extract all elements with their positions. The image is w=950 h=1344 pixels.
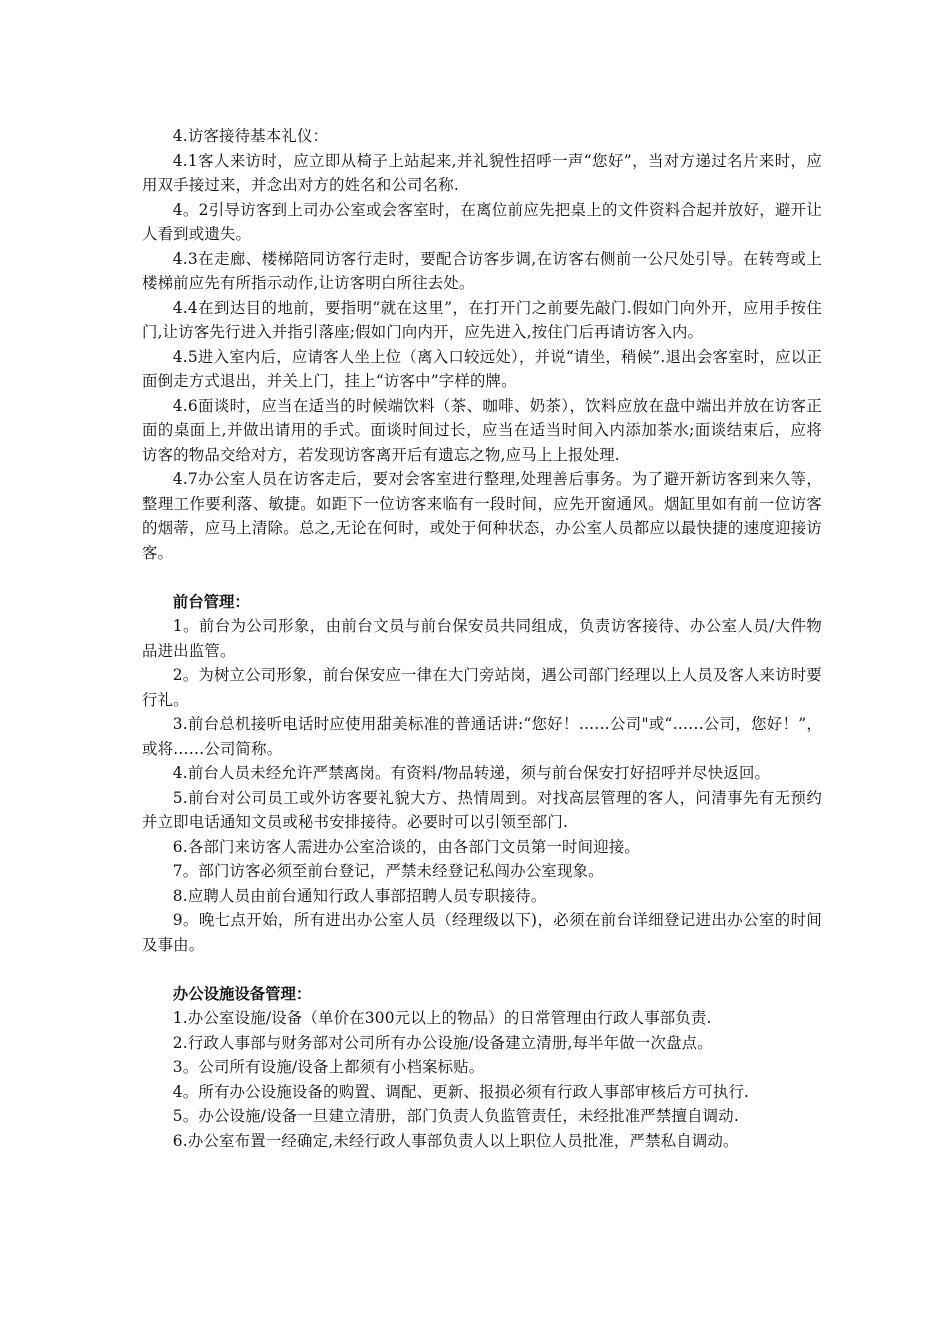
front-desk-item-4: 4.前台人员未经允许严禁离岗。有资料/物品转递，须与前台保安打好招呼并尽快返回。 [172, 764, 771, 782]
section-title-office-facilities: 办公设施设备管理： [172, 984, 312, 1003]
facilities-item-2: 2.行政人事部与财务部对公司所有办公设施/设备建立清册,每半年做一次盘点。 [172, 1033, 713, 1052]
front-desk-item-7: 7。部门访客必须至前台登记，严禁未经登记私闯办公室现象。 [172, 862, 604, 880]
section-spacer [142, 957, 822, 982]
section-spacer [142, 565, 822, 590]
front-desk-item-8: 8.应聘人员由前台通知行政人事部招聘人员专职接待。 [172, 886, 547, 905]
front-desk-item-3: 3.前台总机接听电话时应使用甜美标准的普通话讲:“您好！……公司"或“……公司，您好！”，或将……公司简称。 [142, 715, 822, 758]
etiquette-item-4-5: 4.5进入室内后，应请客人坐上位（离入口较远处），并说“请坐，稍候”.退出会客室时，应以正面倒走方式退出，并关上门，挂上“访客中”字样的牌。 [142, 347, 822, 390]
etiquette-item-4-2: 4。2引导访客到上司办公室或会客室时，在离位前应先把桌上的文件资料合起并放好，避开让人看到或遗失。 [142, 200, 822, 243]
front-desk-item-1: 1。前台为公司形象，由前台文员与前台保安员共同组成，负责访客接待、办公室人员/大件物品进出监管。 [142, 617, 822, 660]
etiquette-item-4-6: 4.6面谈时，应当在适当的时候端饮料（茶、咖啡、奶茶），饮料应放在盘中端出并放在访客正面的桌面上,并做出请用的手式。面谈时间过长，应当在适当时间入内添加茶水;面谈结束后，应将访客的物品交给对方，若发现访客离开后有遗忘之物,应马上上报处理. [142, 396, 822, 464]
facilities-item-5: 5。办公设施/设备一旦建立清册，部门负责人负监管责任，未经批准严禁擅自调动. [172, 1107, 739, 1125]
facilities-item-3: 3。公司所有设施/设备上都须有小档案标贴。 [172, 1058, 485, 1076]
front-desk-item-5: 5.前台对公司员工或外访客要礼貌大方、热情周到。对找高层管理的客人，问清事先有无预约并立即电话通知文员或秘书安排接待。必要时可以引领至部门. [142, 788, 822, 831]
document-page [142, 124, 822, 1153]
facilities-item-4: 4。所有办公设施设备的购置、调配、更新、报损必须有行政人事部审核后方可执行. [172, 1082, 750, 1101]
front-desk-item-6: 6.各部门来访客人需进办公室洽谈的，由各部门文员第一时间迎接。 [172, 837, 641, 856]
etiquette-item-4-3: 4.3在走廊、楼梯陪同访客行走时，要配合访客步调,在访客右侧前一公尺处引导。在转弯或上楼梯前应先有所指示动作,让访客明白所往去处。 [142, 249, 822, 292]
facilities-item-1: 1.办公室设施/设备（单价在300元以上的物品）的日常管理由行政人事部负责. [172, 1009, 712, 1027]
etiquette-item-4-7: 4.7办公室人员在访客走后，要对会客室进行整理,处理善后事务。为了避开新访客到来久等，整理工作要利落、敏捷。如距下一位访客来临有一段时间，应先开窗通风。烟缸里如有前一位访客的烟蒂，应马上清除。总之,无论在何时，或处于何种状态，办公室人员都应以最快捷的速度迎接访客。 [142, 470, 822, 562]
etiquette-item-4-1: 4.1客人来访时，应立即从椅子上站起来,并礼貌性招呼一声“您好”，当对方递过名片来时，应用双手接过来，并念出对方的姓名和公司名称. [142, 151, 822, 194]
facilities-item-6: 6.办公室布置一经确定,未经行政人事部负责人以上职位人员批准，严禁私自调动。 [172, 1131, 739, 1150]
section-title-visitor-etiquette: 4.访客接待基本礼仪： [172, 127, 329, 145]
front-desk-item-9: 9。晚七点开始，所有进出办公室人员（经理级以下)，必须在前台详细登记进出办公室的时间及事由。 [142, 911, 822, 954]
etiquette-item-4-4: 4.4在到达目的地前，要指明“就在这里”，在打开门之前要先敲门.假如门向外开，应用手按住门,让访客先行进入并指引落座;假如门向内开，应先进入,按住门后再请访客入内。 [142, 298, 822, 341]
front-desk-item-2: 2。为树立公司形象，前台保安应一律在大门旁站岗，遇公司部门经理以上人员及客人来访时要行礼。 [142, 666, 823, 709]
section-title-front-desk: 前台管理： [172, 592, 250, 611]
